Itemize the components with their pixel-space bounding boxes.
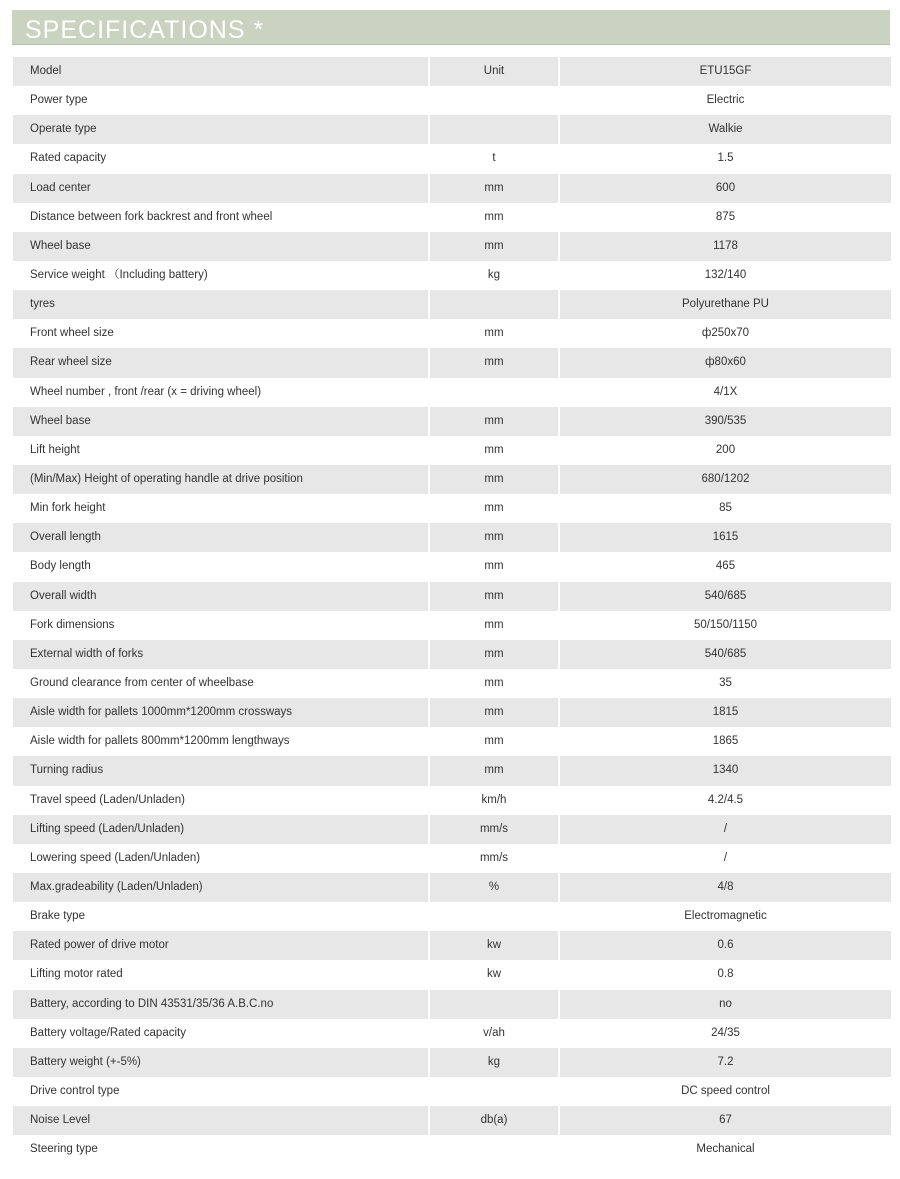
value-cell: 4.2/4.5 <box>560 786 891 815</box>
table-row <box>13 203 891 232</box>
parameter-cell: Overall width <box>13 582 428 611</box>
value-cell: 35 <box>560 669 891 698</box>
parameter-cell: Distance between fork backrest and front wheel <box>13 203 428 232</box>
page-title: SPECIFICATIONS * <box>25 16 265 44</box>
table-row <box>13 611 891 640</box>
table-row <box>13 1019 891 1048</box>
parameter-cell: Brake type <box>13 902 428 931</box>
unit-cell: mm <box>430 611 558 640</box>
value-cell: 7.2 <box>560 1048 891 1077</box>
parameter-cell: Min fork height <box>13 494 428 523</box>
table-row <box>13 756 891 785</box>
table-row <box>13 319 891 348</box>
unit-cell: mm <box>430 582 558 611</box>
parameter-cell: Service weight （Including battery) <box>13 261 428 290</box>
table-row <box>13 348 891 377</box>
value-cell: / <box>560 815 891 844</box>
parameter-cell: Max.gradeability (Laden/Unladen) <box>13 873 428 902</box>
parameter-cell: Rear wheel size <box>13 348 428 377</box>
parameter-cell: Aisle width for pallets 1000mm*1200mm crossways <box>13 698 428 727</box>
parameter-cell: Lift height <box>13 436 428 465</box>
value-cell: 390/535 <box>560 407 891 436</box>
value-cell: 132/140 <box>560 261 891 290</box>
unit-cell: mm <box>430 669 558 698</box>
unit-cell: t <box>430 144 558 173</box>
column-header-parameter: Model <box>13 57 428 86</box>
unit-cell: mm <box>430 552 558 581</box>
table-row <box>13 552 891 581</box>
value-cell: 1178 <box>560 232 891 261</box>
parameter-cell: Noise Level <box>13 1106 428 1135</box>
value-cell: 680/1202 <box>560 465 891 494</box>
parameter-cell: Battery weight (+-5%) <box>13 1048 428 1077</box>
value-cell: 50/150/1150 <box>560 611 891 640</box>
table-row <box>13 378 891 407</box>
table-row <box>13 1106 891 1135</box>
parameter-cell: Wheel base <box>13 232 428 261</box>
table-row <box>13 407 891 436</box>
table-row <box>13 144 891 173</box>
table-row <box>13 815 891 844</box>
value-cell: 200 <box>560 436 891 465</box>
table-row <box>13 960 891 989</box>
parameter-cell: Rated power of drive motor <box>13 931 428 960</box>
parameter-cell: Overall length <box>13 523 428 552</box>
unit-cell: db(a) <box>430 1106 558 1135</box>
unit-cell: mm <box>430 319 558 348</box>
parameter-cell: Power type <box>13 86 428 115</box>
table-row <box>13 727 891 756</box>
parameter-cell: Operate type <box>13 115 428 144</box>
parameter-cell: Turning radius <box>13 756 428 785</box>
unit-cell <box>430 115 558 144</box>
unit-cell: mm <box>430 436 558 465</box>
table-row <box>13 698 891 727</box>
parameter-cell: Steering type <box>13 1135 428 1164</box>
parameter-cell: Drive control type <box>13 1077 428 1106</box>
value-cell: 0.6 <box>560 931 891 960</box>
value-cell: 1865 <box>560 727 891 756</box>
value-cell: Mechanical <box>560 1135 891 1164</box>
table-row <box>13 582 891 611</box>
value-cell: 875 <box>560 203 891 232</box>
unit-cell: mm <box>430 174 558 203</box>
unit-cell: mm <box>430 407 558 436</box>
parameter-cell: Travel speed (Laden/Unladen) <box>13 786 428 815</box>
unit-cell <box>430 902 558 931</box>
parameter-cell: Lifting speed (Laden/Unladen) <box>13 815 428 844</box>
value-cell: ф250x70 <box>560 319 891 348</box>
table-row <box>13 465 891 494</box>
unit-cell: kw <box>430 931 558 960</box>
parameter-cell: Lifting motor rated <box>13 960 428 989</box>
unit-cell <box>430 1135 558 1164</box>
parameter-cell: Battery voltage/Rated capacity <box>13 1019 428 1048</box>
unit-cell: % <box>430 873 558 902</box>
unit-cell: mm/s <box>430 815 558 844</box>
unit-cell: mm <box>430 727 558 756</box>
value-cell: 540/685 <box>560 582 891 611</box>
column-header-unit: Unit <box>430 57 558 86</box>
value-cell: 0.8 <box>560 960 891 989</box>
table-row <box>13 1077 891 1106</box>
value-cell: Electric <box>560 86 891 115</box>
parameter-cell: Wheel base <box>13 407 428 436</box>
value-cell: 24/35 <box>560 1019 891 1048</box>
value-cell: 1340 <box>560 756 891 785</box>
unit-cell: mm <box>430 698 558 727</box>
value-cell: no <box>560 990 891 1019</box>
value-cell: Polyurethane PU <box>560 290 891 319</box>
table-row <box>13 931 891 960</box>
table-row <box>13 844 891 873</box>
table-row <box>13 873 891 902</box>
value-cell: / <box>560 844 891 873</box>
parameter-cell: Ground clearance from center of wheelbase <box>13 669 428 698</box>
table-row <box>13 990 891 1019</box>
parameter-cell: Rated capacity <box>13 144 428 173</box>
unit-cell: mm <box>430 465 558 494</box>
table-row <box>13 902 891 931</box>
table-row <box>13 115 891 144</box>
parameter-cell: Front wheel size <box>13 319 428 348</box>
unit-cell: mm/s <box>430 844 558 873</box>
table-row <box>13 86 891 115</box>
value-cell: Electromagnetic <box>560 902 891 931</box>
table-row <box>13 290 891 319</box>
table-row <box>13 174 891 203</box>
table-row <box>13 640 891 669</box>
value-cell: 85 <box>560 494 891 523</box>
unit-cell: mm <box>430 348 558 377</box>
unit-cell: kg <box>430 261 558 290</box>
table-row <box>13 523 891 552</box>
unit-cell: km/h <box>430 786 558 815</box>
unit-cell: kg <box>430 1048 558 1077</box>
unit-cell: mm <box>430 523 558 552</box>
value-cell: 465 <box>560 552 891 581</box>
parameter-cell: Lowering speed (Laden/Unladen) <box>13 844 428 873</box>
value-cell: 1.5 <box>560 144 891 173</box>
value-cell: 1815 <box>560 698 891 727</box>
value-cell: 540/685 <box>560 640 891 669</box>
value-cell: 1615 <box>560 523 891 552</box>
value-cell: 4/8 <box>560 873 891 902</box>
parameter-cell: Load center <box>13 174 428 203</box>
parameter-cell: Aisle width for pallets 800mm*1200mm lengthways <box>13 727 428 756</box>
table-row <box>13 261 891 290</box>
value-cell: ф80x60 <box>560 348 891 377</box>
value-cell: 67 <box>560 1106 891 1135</box>
table-row <box>13 669 891 698</box>
column-header-model: ETU15GF <box>560 57 891 86</box>
value-cell: 4/1X <box>560 378 891 407</box>
value-cell: Walkie <box>560 115 891 144</box>
unit-cell <box>430 1077 558 1106</box>
value-cell: 600 <box>560 174 891 203</box>
unit-cell: v/ah <box>430 1019 558 1048</box>
unit-cell <box>430 378 558 407</box>
unit-cell: mm <box>430 640 558 669</box>
unit-cell: mm <box>430 494 558 523</box>
table-row <box>13 436 891 465</box>
unit-cell: mm <box>430 232 558 261</box>
parameter-cell: External width of forks <box>13 640 428 669</box>
table-header-row <box>13 57 891 86</box>
unit-cell <box>430 86 558 115</box>
value-cell: DC speed control <box>560 1077 891 1106</box>
parameter-cell: Wheel number , front /rear (x = driving wheel) <box>13 378 428 407</box>
specifications-header-bar <box>12 10 890 45</box>
table-row <box>13 494 891 523</box>
unit-cell: mm <box>430 756 558 785</box>
parameter-cell: Body length <box>13 552 428 581</box>
parameter-cell: Battery, according to DIN 43531/35/36 A.B.C.no <box>13 990 428 1019</box>
unit-cell: kw <box>430 960 558 989</box>
table-row <box>13 1135 891 1164</box>
parameter-cell: tyres <box>13 290 428 319</box>
specifications-table <box>13 57 891 1164</box>
unit-cell <box>430 290 558 319</box>
unit-cell: mm <box>430 203 558 232</box>
table-row <box>13 786 891 815</box>
unit-cell <box>430 990 558 1019</box>
parameter-cell: Fork dimensions <box>13 611 428 640</box>
table-row <box>13 1048 891 1077</box>
table-row <box>13 232 891 261</box>
parameter-cell: (Min/Max) Height of operating handle at drive position <box>13 465 428 494</box>
